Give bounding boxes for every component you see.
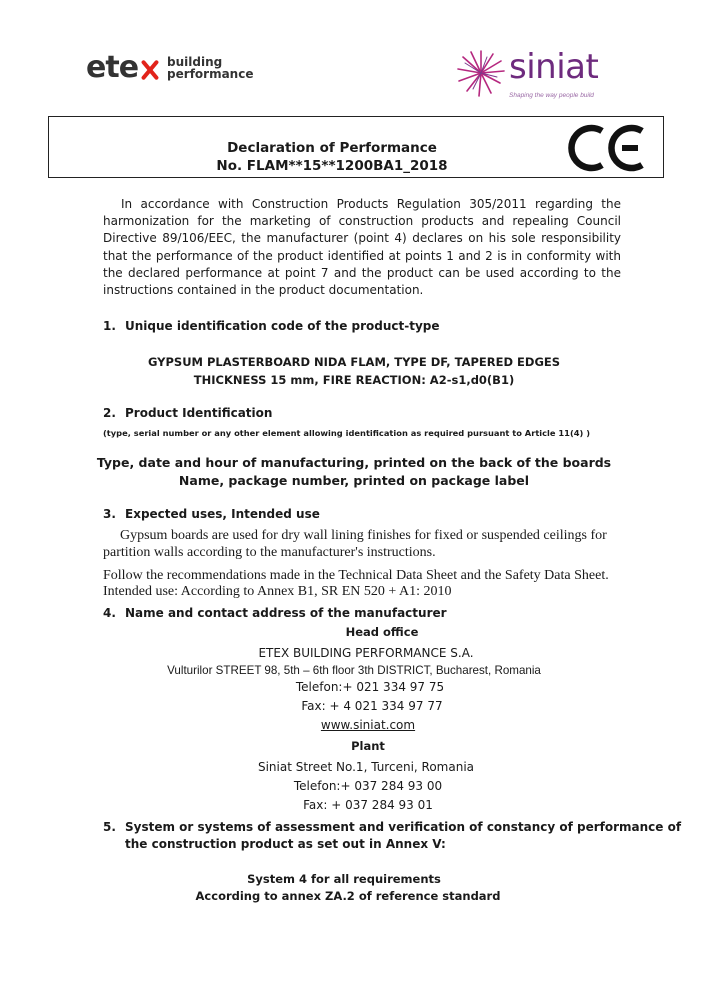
etex-x-mark-icon [139,59,159,81]
etex-wordmark: ete [86,50,139,85]
uses-line1: Gypsum boards are used for dry wall lining finishes for fixed or suspended ceilings for [120,528,607,543]
section-5-heading [103,820,681,834]
siniat-starburst-icon [455,47,507,99]
section-number: 4. [103,606,116,620]
etex-logo [86,48,253,88]
section-title: Name and contact address of the manufacturer [125,606,447,620]
etex-tagline-line2: performance [167,67,254,81]
identification-line1: Type, date and hour of manufacturing, printed on the back of the boards [96,455,612,470]
head-office-fax: Fax: + 4 021 334 97 77 [301,699,443,713]
company-name: ETEX BUILDING PERFORMANCE S.A. [258,646,474,660]
recommendations-line: Follow the recommendations made in the Technical Data Sheet and the Safety Data Sheet. [103,568,609,583]
website-link[interactable]: www.siniat.com [320,718,416,732]
system-line1: System 4 for all requirements [247,872,441,886]
plant-fax: Fax: + 037 284 93 01 [303,798,433,812]
section-4-heading [103,606,447,620]
intro-paragraph: In accordance with Construction Products Regulation 305/2011 regarding the harmonization for the marketing of construction products and repealing Council Directive 89/106/EEC, the manufacturer (point 4) declares on his sole responsibility that the performance of the product identified at points 1 and 2 is in conformity with the declared performance at point 7 and the product can be used according to the instructions contained in the product documentation. [103,197,621,298]
section-title: Unique identification code of the product-type [125,319,440,333]
section-2-heading [103,406,272,420]
identification-line2: Name, package number, printed on package label [178,473,530,488]
section-number: 1. [103,319,116,333]
head-office-phone: Telefon:+ 021 334 97 75 [295,680,445,694]
etex-tagline-line1: building [167,55,223,69]
section-2-note: (type, serial number or any other element allowing identification as required pursuant to Article 11(4) ) [103,428,590,438]
siniat-logo [455,45,635,105]
etex-tagline [167,56,253,80]
company-address: Vulturilor STREET 98, 5th – 6th floor 3th DISTRICT, Bucharest, Romania [167,664,541,677]
document-number: No. FLAM**15**1200BA1_2018 [216,158,448,174]
section-3-heading [103,507,320,521]
system-line2: According to annex ZA.2 of reference standard [195,889,501,903]
section-title: Product Identification [125,406,273,420]
product-type-line2: THICKNESS 15 mm, FIRE REACTION: A2-s1,d0(B1) [193,373,515,387]
intended-use-line: Intended use: According to Annex B1, SR EN 520 + A1: 2010 [103,584,452,599]
section-title: Expected uses, Intended use [125,507,320,521]
uses-line2: partition walls according to the manufacturer's instructions. [103,545,436,560]
section-number: 5. [103,820,116,834]
plant-phone: Telefon:+ 037 284 93 00 [293,779,443,793]
document-title: Declaration of Performance [227,140,437,156]
ce-mark-icon [566,121,651,175]
section-number: 2. [103,406,116,420]
section-1-heading [103,319,440,333]
siniat-tagline: Shaping the way people build [509,92,594,99]
title-box [48,116,664,178]
section-title-line1: System or systems of assessment and verification of constancy of performance of [125,820,682,834]
section-number: 3. [103,507,116,521]
plant-label: Plant [351,739,385,753]
plant-address: Siniat Street No.1, Turceni, Romania [257,760,475,774]
section-5-heading-line2: the construction product as set out in Annex V: [125,837,446,851]
head-office-label: Head office [345,625,419,639]
product-type-line1: GYPSUM PLASTERBOARD NIDA FLAM, TYPE DF, TAPERED EDGES [147,355,561,369]
siniat-wordmark: siniat [509,47,599,87]
